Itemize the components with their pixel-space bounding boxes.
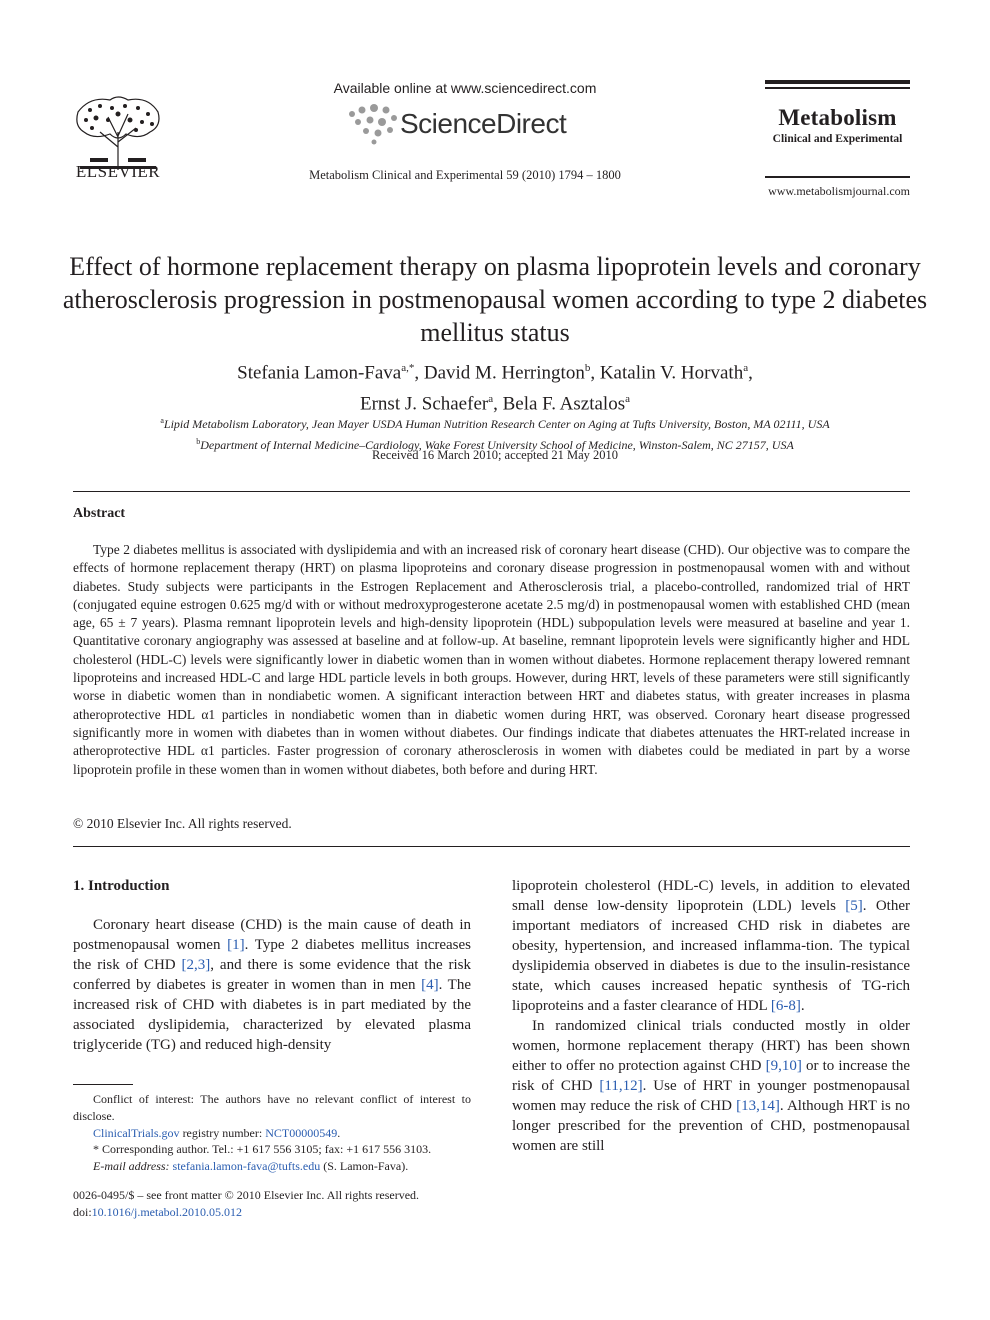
paragraph-text: . Other important mediators of increased CHD risk in diabetes are obesity, hypertension, and increased inflamma-tion. The typical dyslipidemia observed in diabetes is due to the insulin-resistance state, which causes increased hepatic synthesis of TG-rich lipoproteins and a faster clearance of HDL bbox=[512, 898, 911, 1014]
registry-number-link[interactable]: NCT00000549 bbox=[265, 1125, 338, 1140]
citation-link[interactable]: [2,3] bbox=[181, 957, 211, 973]
intro-paragraph-2 bbox=[512, 876, 910, 1016]
author-name: Katalin V. Horvath bbox=[599, 362, 744, 384]
author-separator: , bbox=[414, 362, 424, 384]
doi-label: doi: bbox=[73, 1205, 92, 1219]
right-column bbox=[512, 876, 910, 1156]
article-title: Effect of hormone replacement therapy on plasma lipoprotein levels and coronary atherosclerosis progression in postmenopausal women according to type 2 diabetes mellitus status bbox=[62, 252, 928, 347]
affiliation-mark: b bbox=[196, 437, 201, 446]
intro-paragraph-1 bbox=[73, 915, 471, 1055]
citation-link[interactable]: [4] bbox=[421, 977, 439, 993]
issn-doi bbox=[73, 1187, 471, 1221]
journal-url[interactable]: www.metabolismjournal.com bbox=[768, 184, 910, 198]
divider-top bbox=[73, 491, 910, 492]
section-heading: 1. Introduction bbox=[73, 878, 170, 894]
author-list bbox=[60, 355, 930, 418]
author-affiliation-mark: b bbox=[584, 362, 591, 374]
clinicaltrials-link[interactable]: ClinicalTrials.gov bbox=[93, 1125, 180, 1140]
intro-paragraph-3 bbox=[512, 1016, 910, 1156]
affiliation-text: Department of Internal Medicine–Cardiology, Wake Forest University School of Medicine, Winston-Salem, NC 27157, USA bbox=[200, 438, 794, 452]
paragraph-text: or to increase the risk of CHD bbox=[512, 1058, 910, 1094]
author-name: Ernst J. Schaefer bbox=[360, 393, 489, 415]
sciencedirect-wordmark: ScienceDirect bbox=[400, 108, 567, 139]
paragraph-text: Coronary heart disease (CHD) is the main cause of death in postmenopausal women bbox=[73, 917, 471, 953]
received-dates: Received 16 March 2010; accepted 21 May 2010 bbox=[371, 448, 619, 462]
journal-rule-bottom bbox=[765, 176, 910, 178]
paragraph-text: lipoprotein cholesterol (HDL-C) levels, in addition to elevated small dense low-density lipoprotein (LDL) levels bbox=[512, 878, 910, 914]
email-suffix: (S. Lamon-Fava). bbox=[320, 1159, 409, 1174]
paragraph-text: . Type 2 diabetes mellitus increases the risk of CHD bbox=[73, 937, 471, 973]
trial-registry-note bbox=[73, 1125, 471, 1142]
paragraph-text: , and there is some evidence that the risk conferred by diabetes is greater in women than in men bbox=[73, 957, 472, 993]
affiliation-line bbox=[60, 412, 930, 433]
author-name: Bela F. Asztalos bbox=[502, 393, 626, 415]
footnote-rule bbox=[73, 1084, 133, 1085]
author-separator: , bbox=[748, 362, 753, 384]
registry-text: registry number: bbox=[179, 1125, 266, 1140]
email-note bbox=[73, 1158, 471, 1175]
doi-link[interactable]: 10.1016/j.metabol.2010.05.012 bbox=[91, 1205, 242, 1219]
email-link[interactable]: stefania.lamon-fava@tufts.edu bbox=[172, 1159, 321, 1174]
author-affiliation-mark: a,* bbox=[401, 362, 415, 374]
abstract-heading: Abstract bbox=[73, 506, 126, 521]
conflict-note: Conflict of interest: The authors have no relevant conflict of interest to disclose. bbox=[73, 1092, 471, 1123]
author-affiliation-mark: a bbox=[488, 393, 494, 406]
author-separator: , bbox=[493, 393, 503, 415]
author-name: David M. Herrington bbox=[423, 362, 585, 384]
citation-link[interactable]: [13,14] bbox=[736, 1098, 780, 1114]
abstract-copyright: © 2010 Elsevier Inc. All rights reserved. bbox=[73, 816, 292, 831]
citation-link[interactable]: [9,10] bbox=[765, 1058, 802, 1074]
journal-rule-thin bbox=[765, 87, 910, 89]
corresponding-author-note: * Corresponding author. Tel.: +1 617 556 3105; fax: +1 617 556 3103. bbox=[93, 1142, 432, 1157]
paragraph-text: . Use of HRT in younger postmenopausal women may reduce the risk of CHD bbox=[512, 1078, 910, 1114]
author-name: Stefania Lamon-Fava bbox=[237, 362, 402, 384]
abstract-body: Type 2 diabetes mellitus is associated with dyslipidemia and with an increased risk of coronary heart disease (CHD). Our objective was to compare the effects of hormone replacement therapy (HRT) on plasma lipoproteins and coronary disease progression in postmenopausal women with and without diabetes. Study subjects were participants in the Estrogen Replacement and Atherosclerosis trial, a placebo-controlled, randomized trial of HRT (conjugated equine estrogen 0.625 mg/d with or without medroxyprogesterone acetate 2.5 mg/d) in postmenopausal women with established CHD (mean age, 65 ± 7 years). Plasma remnant lipoprotein levels and high-density lipoprotein (HDL) subpopulation levels were measured at baseline and year 1. Quantitative coronary angiography was assessed at baseline and at follow-up. At baseline, remnant lipoprotein levels were significantly higher and HDL cholesterol (HDL-C) levels were significantly lower in diabetic women than in women without diabetes. Hormone replacement therapy lowered remnant lipoproteins and increased HDL-C and large HDL particle levels in both groups. However, during HRT, levels of these parameters were still significantly worse in diabetic women than in nondiabetic women. A significant interaction between HRT and diabetes status, with greater increases in plasma atheroprotective HDL α1 particles in nondiabetic women than in diabetic women during HRT, was observed. Coronary heart disease progressed significantly more in women with diabetes than in women without diabetes. Our findings indicate that diabetes attenuates the HRT-related increase in atheroprotective HDL α1 particles. Faster progression of coronary atherosclerosis in women with diabetes could be mediated in part by a worse lipoprotein profile in these women than in women without diabetes, both before and during HRT. bbox=[73, 542, 910, 777]
footnotes bbox=[73, 1091, 471, 1175]
registry-end: . bbox=[337, 1125, 341, 1140]
paragraph-text: In randomized clinical trials conducted mostly in older women, hormone replacement therapy (HRT) has been shown either to offer no protection against CHD bbox=[512, 1018, 910, 1074]
paragraph-text: . bbox=[800, 998, 805, 1014]
citation-link[interactable]: [5] bbox=[845, 898, 863, 914]
citation-link[interactable]: [1] bbox=[227, 937, 245, 953]
paragraph-text: . Although HRT is no longer prescribed for the prevention of CHD, postmenopausal women are still bbox=[512, 1098, 910, 1154]
author-affiliation-mark: a bbox=[743, 362, 749, 374]
elsevier-wordmark: ELSEVIER bbox=[75, 162, 161, 181]
affiliation-mark: a bbox=[160, 416, 164, 425]
issn-line: 0026-0495/$ – see front matter © 2010 Elsevier Inc. All rights reserved. bbox=[73, 1188, 420, 1202]
journal-rule-top bbox=[765, 80, 910, 84]
journal-subtitle: Clinical and Experimental bbox=[772, 133, 903, 145]
left-column bbox=[73, 876, 471, 1055]
citation-link[interactable]: [11,12] bbox=[599, 1078, 643, 1094]
paragraph-text: . The increased risk of CHD with diabetes is in part mediated by the associated dyslipidemia, characterized by elevated plasma triglyceride (TG) and reduced high-density bbox=[73, 977, 471, 1053]
journal-name: Metabolism bbox=[778, 105, 897, 130]
affiliation-text: Lipid Metabolism Laboratory, Jean Mayer USDA Human Nutrition Research Center on Aging at Tufts University, Boston, MA 02111, USA bbox=[163, 417, 830, 431]
journal-citation: Metabolism Clinical and Experimental 59 (2010) 1794 – 1800 bbox=[309, 168, 621, 182]
divider-bottom bbox=[73, 846, 910, 847]
author-affiliation-mark: a bbox=[625, 393, 630, 406]
email-label: E-mail address: bbox=[93, 1159, 173, 1174]
author-separator: , bbox=[590, 362, 600, 384]
doi-line bbox=[73, 1204, 471, 1221]
available-online-text: Available online at www.sciencedirect.com bbox=[333, 80, 597, 96]
citation-link[interactable]: [6-8] bbox=[770, 998, 801, 1014]
